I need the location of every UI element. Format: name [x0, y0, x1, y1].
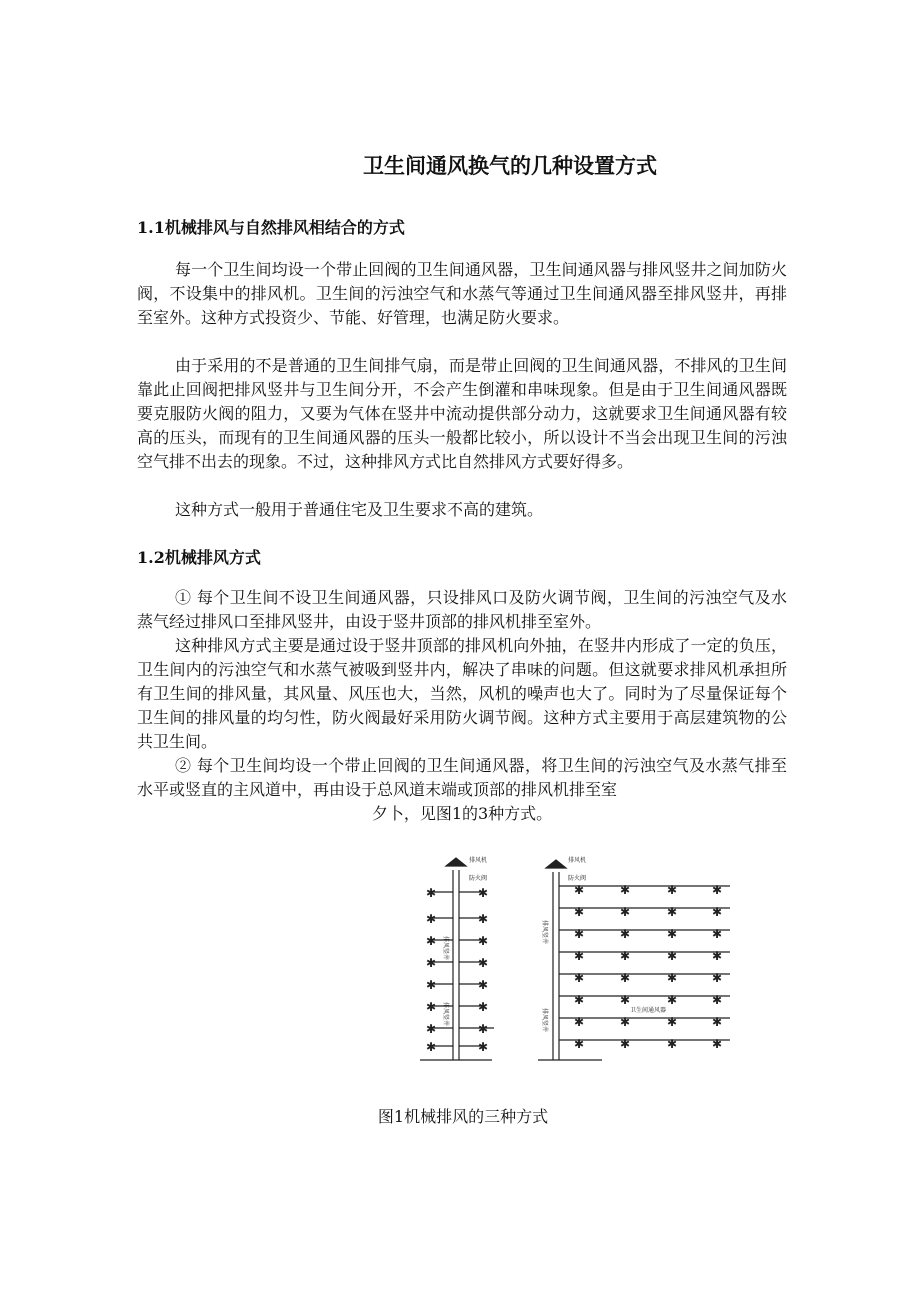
svg-text:✱: ✱ — [712, 971, 723, 985]
svg-text:✱: ✱ — [620, 949, 631, 963]
svg-text:✱: ✱ — [667, 1015, 678, 1029]
label-shaft-left: 排风竖井 — [442, 936, 449, 961]
section-1-paragraph-1: 每一个卫生间均设一个带止回阀的卫生间通风器，卫生间通风器与排风竖井之间加防火阀，不设集中的排风机。卫生间的污浊空气和水蒸气等通过卫生间通风器至排风竖井，再排至室外。这种方式投资少、节能、好管理，也满足防火要求。 — [137, 260, 787, 327]
section-1-paragraph-2: 由于采用的不是普通的卫生间排气扇，而是带止回阀的卫生间通风器，不排风的卫生间靠此止回阀把排风竖井与卫生间分开，不会产生倒灌和串味现象。但是由于卫生间通风器既要克服防火阀的阻力，又要为气体在竖井中流动提供部分动力，这就要求卫生间通风器有较高的压头，而现有的卫生间通风器的压头一般都比较小，所以设计不当会出现卫生间的污浊空气排不出去的现象。不过，这种排风方式比自然排风方式要好得多。 — [137, 356, 787, 471]
section-2-last-line: 夕卜，见图1的3种方式。 — [371, 804, 553, 823]
svg-text:✱: ✱ — [667, 993, 678, 1007]
svg-text:✱: ✱ — [712, 927, 723, 941]
label-bottom-left: 排风竖井 — [442, 1002, 449, 1027]
svg-text:✱: ✱ — [478, 1000, 489, 1014]
left-fan-cap — [446, 858, 466, 866]
section-2-paragraph-3: ② 每个卫生间均设一个带止回阀的卫生间通风器，将卫生间的污浊空气及水蒸气排至水平或竖直的主风道中，再由设于总风道末端或顶部的排风机排至室 — [137, 756, 787, 799]
svg-text:✱: ✱ — [478, 912, 489, 926]
svg-text:✱: ✱ — [478, 886, 489, 900]
ventilation-figure — [412, 850, 734, 1065]
svg-text:✱: ✱ — [478, 1022, 489, 1036]
svg-text:✱: ✱ — [712, 1037, 723, 1051]
figure-caption: 图1机械排风的三种方式 — [377, 1107, 549, 1126]
svg-text:✱: ✱ — [574, 1015, 585, 1029]
svg-text:✱: ✱ — [426, 886, 437, 900]
svg-text:✱: ✱ — [620, 1015, 631, 1029]
svg-text:✱: ✱ — [574, 993, 585, 1007]
label-valve-left: 防火阀 — [469, 875, 488, 882]
svg-text:✱: ✱ — [426, 934, 437, 948]
svg-text:✱: ✱ — [712, 883, 723, 897]
svg-text:✱: ✱ — [667, 905, 678, 919]
svg-text:✱: ✱ — [712, 905, 723, 919]
label-fan-left: 排风机 — [469, 857, 488, 864]
svg-text:✱: ✱ — [574, 971, 585, 985]
svg-text:✱: ✱ — [426, 1040, 437, 1054]
label-bottom-right: 排风竖井 — [541, 1008, 548, 1033]
svg-text:✱: ✱ — [426, 912, 437, 926]
section-2-paragraph-2: 这种排风方式主要是通过设于竖井顶部的排风机向外抽，在竖井内形成了一定的负压，卫生间内的污浊空气和水蒸气被吸到竖井内，解决了串味的问题。但这就要求排风机承担所有卫生间的排风量，其风量、风压也大，当然，风机的噪声也大了。同时为了尽量保证每个卫生间的排风量的均匀性，防火阀最好采用防火调节阀。这种方式主要用于高层建筑物的公共卫生间。 — [137, 636, 787, 751]
svg-text:✱: ✱ — [620, 993, 631, 1007]
svg-text:✱: ✱ — [712, 949, 723, 963]
svg-text:✱: ✱ — [667, 949, 678, 963]
svg-text:✱: ✱ — [712, 993, 723, 1007]
page-title: 卫生间通风换气的几种设置方式 — [363, 153, 657, 178]
svg-text:✱: ✱ — [478, 956, 489, 970]
svg-text:✱: ✱ — [667, 883, 678, 897]
svg-text:✱: ✱ — [620, 1037, 631, 1051]
label-shaft-right: 排风竖井 — [541, 920, 548, 945]
section-2-heading: 1.2机械排风方式 — [137, 548, 261, 567]
svg-text:✱: ✱ — [667, 927, 678, 941]
svg-text:✱: ✱ — [620, 883, 631, 897]
svg-text:✱: ✱ — [574, 883, 585, 897]
svg-text:✱: ✱ — [478, 1040, 489, 1054]
svg-text:✱: ✱ — [426, 1000, 437, 1014]
section-1-paragraph-3: 这种方式一般用于普通住宅及卫生要求不高的建筑。 — [175, 500, 544, 519]
section-1-heading: 1.1机械排风与自然排风相结合的方式 — [137, 218, 405, 237]
svg-text:✱: ✱ — [667, 971, 678, 985]
svg-text:✱: ✱ — [620, 905, 631, 919]
svg-text:✱: ✱ — [712, 1015, 723, 1029]
svg-text:✱: ✱ — [426, 978, 437, 992]
svg-text:✱: ✱ — [620, 927, 631, 941]
label-main-duct: 卫生间通风器 — [630, 1007, 667, 1014]
svg-text:✱: ✱ — [426, 1022, 437, 1036]
svg-text:✱: ✱ — [574, 949, 585, 963]
section-2-paragraph-1: ① 每个卫生间不设卫生间通风器，只设排风口及防火调节阀，卫生间的污浊空气及水蒸气经过排风口至排风竖井，由设于竖井顶部的排风机排至室外。 — [137, 588, 787, 631]
svg-text:✱: ✱ — [667, 1037, 678, 1051]
label-valve-right: 防火阀 — [568, 875, 587, 882]
right-horizontal-mains — [559, 886, 730, 1040]
svg-text:✱: ✱ — [574, 1037, 585, 1051]
svg-text:✱: ✱ — [620, 971, 631, 985]
svg-text:✱: ✱ — [478, 978, 489, 992]
svg-text:✱: ✱ — [426, 956, 437, 970]
right-fan-cap — [546, 860, 566, 868]
label-fan-right: 排风机 — [568, 857, 587, 864]
svg-text:✱: ✱ — [574, 905, 585, 919]
svg-text:✱: ✱ — [478, 934, 489, 948]
svg-text:✱: ✱ — [574, 927, 585, 941]
